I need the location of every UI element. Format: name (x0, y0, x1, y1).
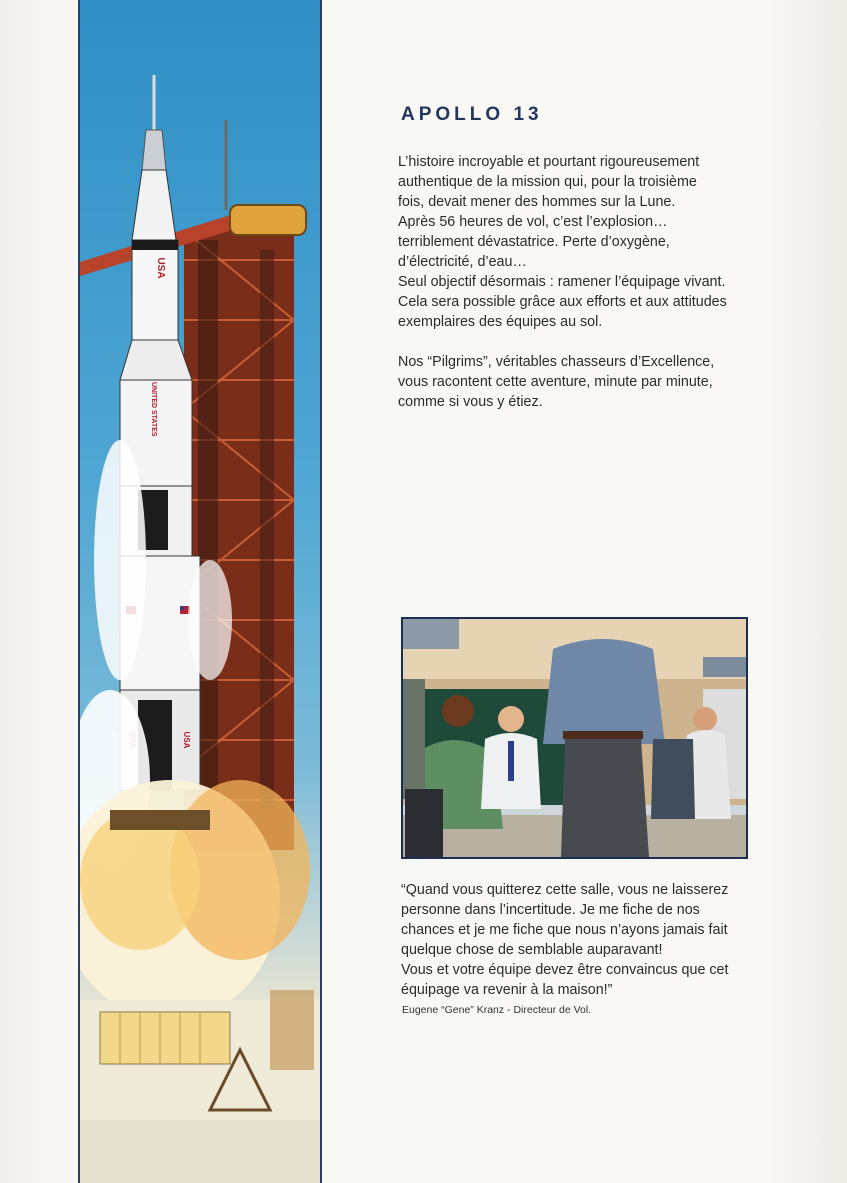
intro-line: Seul objectif désormais : ramener l’équipage vivant. (398, 274, 726, 290)
intro-text (398, 152, 758, 412)
paragraph-gap (398, 332, 758, 352)
intro-line: L’histoire incroyable et pourtant rigoureusement (398, 154, 700, 170)
rocket-illustration (78, 0, 322, 1183)
rocket-usa-upper: USA (155, 257, 166, 279)
intro-line: Nos “Pilgrims”, véritables chasseurs d’Excellence, (398, 354, 715, 370)
intro-line: d’électricité, d’eau… (398, 254, 527, 270)
intro-line: exemplaires des équipes au sol. (398, 314, 603, 330)
quote-attribution: Eugene “Gene” Kranz - Directeur de Vol. (402, 1004, 592, 1016)
saturn-v-launch-illustration (80, 0, 320, 1183)
intro-line: authentique de la mission qui, pour la troisième (398, 174, 697, 190)
launch-pad (80, 990, 320, 1183)
rocket-usa-lower-right: USA (182, 731, 191, 749)
quote-line: équipage va revenir à la maison!” (401, 982, 613, 998)
quote-line: Vous et votre équipe devez être convaincus que cet (401, 962, 729, 978)
intro-line: Cela sera possible grâce aux efforts et aux attitudes (398, 294, 727, 310)
mission-control-illustration (401, 617, 748, 859)
quote-line: quelque chose de semblable auparavant! (401, 942, 663, 958)
mission-control-scene (403, 619, 746, 857)
intro-line: fois, devait mener des hommes sur la Lune. (398, 194, 676, 210)
saturn-v-rocket (120, 75, 200, 790)
quote-line: “Quand vous quitterez cette salle, vous ne laisserez (401, 882, 729, 898)
rocket-united-states: UNITED STATES (150, 382, 157, 437)
intro-line: Après 56 heures de vol, c’est l’explosion… (398, 214, 668, 230)
intro-line: vous racontent cette aventure, minute par minute, (398, 374, 713, 390)
quote-line: personne dans l’incertitude. Je me fiche de nos (401, 902, 700, 918)
intro-line: comme si vous y étiez. (398, 394, 543, 410)
intro-line: terriblement dévastatrice. Perte d’oxygène, (398, 234, 670, 250)
page-title: APOLLO 13 (401, 104, 543, 125)
kranz-quote (401, 880, 761, 1000)
quote-line: chances et je me fiche que nous n’ayons jamais fait (401, 922, 728, 938)
